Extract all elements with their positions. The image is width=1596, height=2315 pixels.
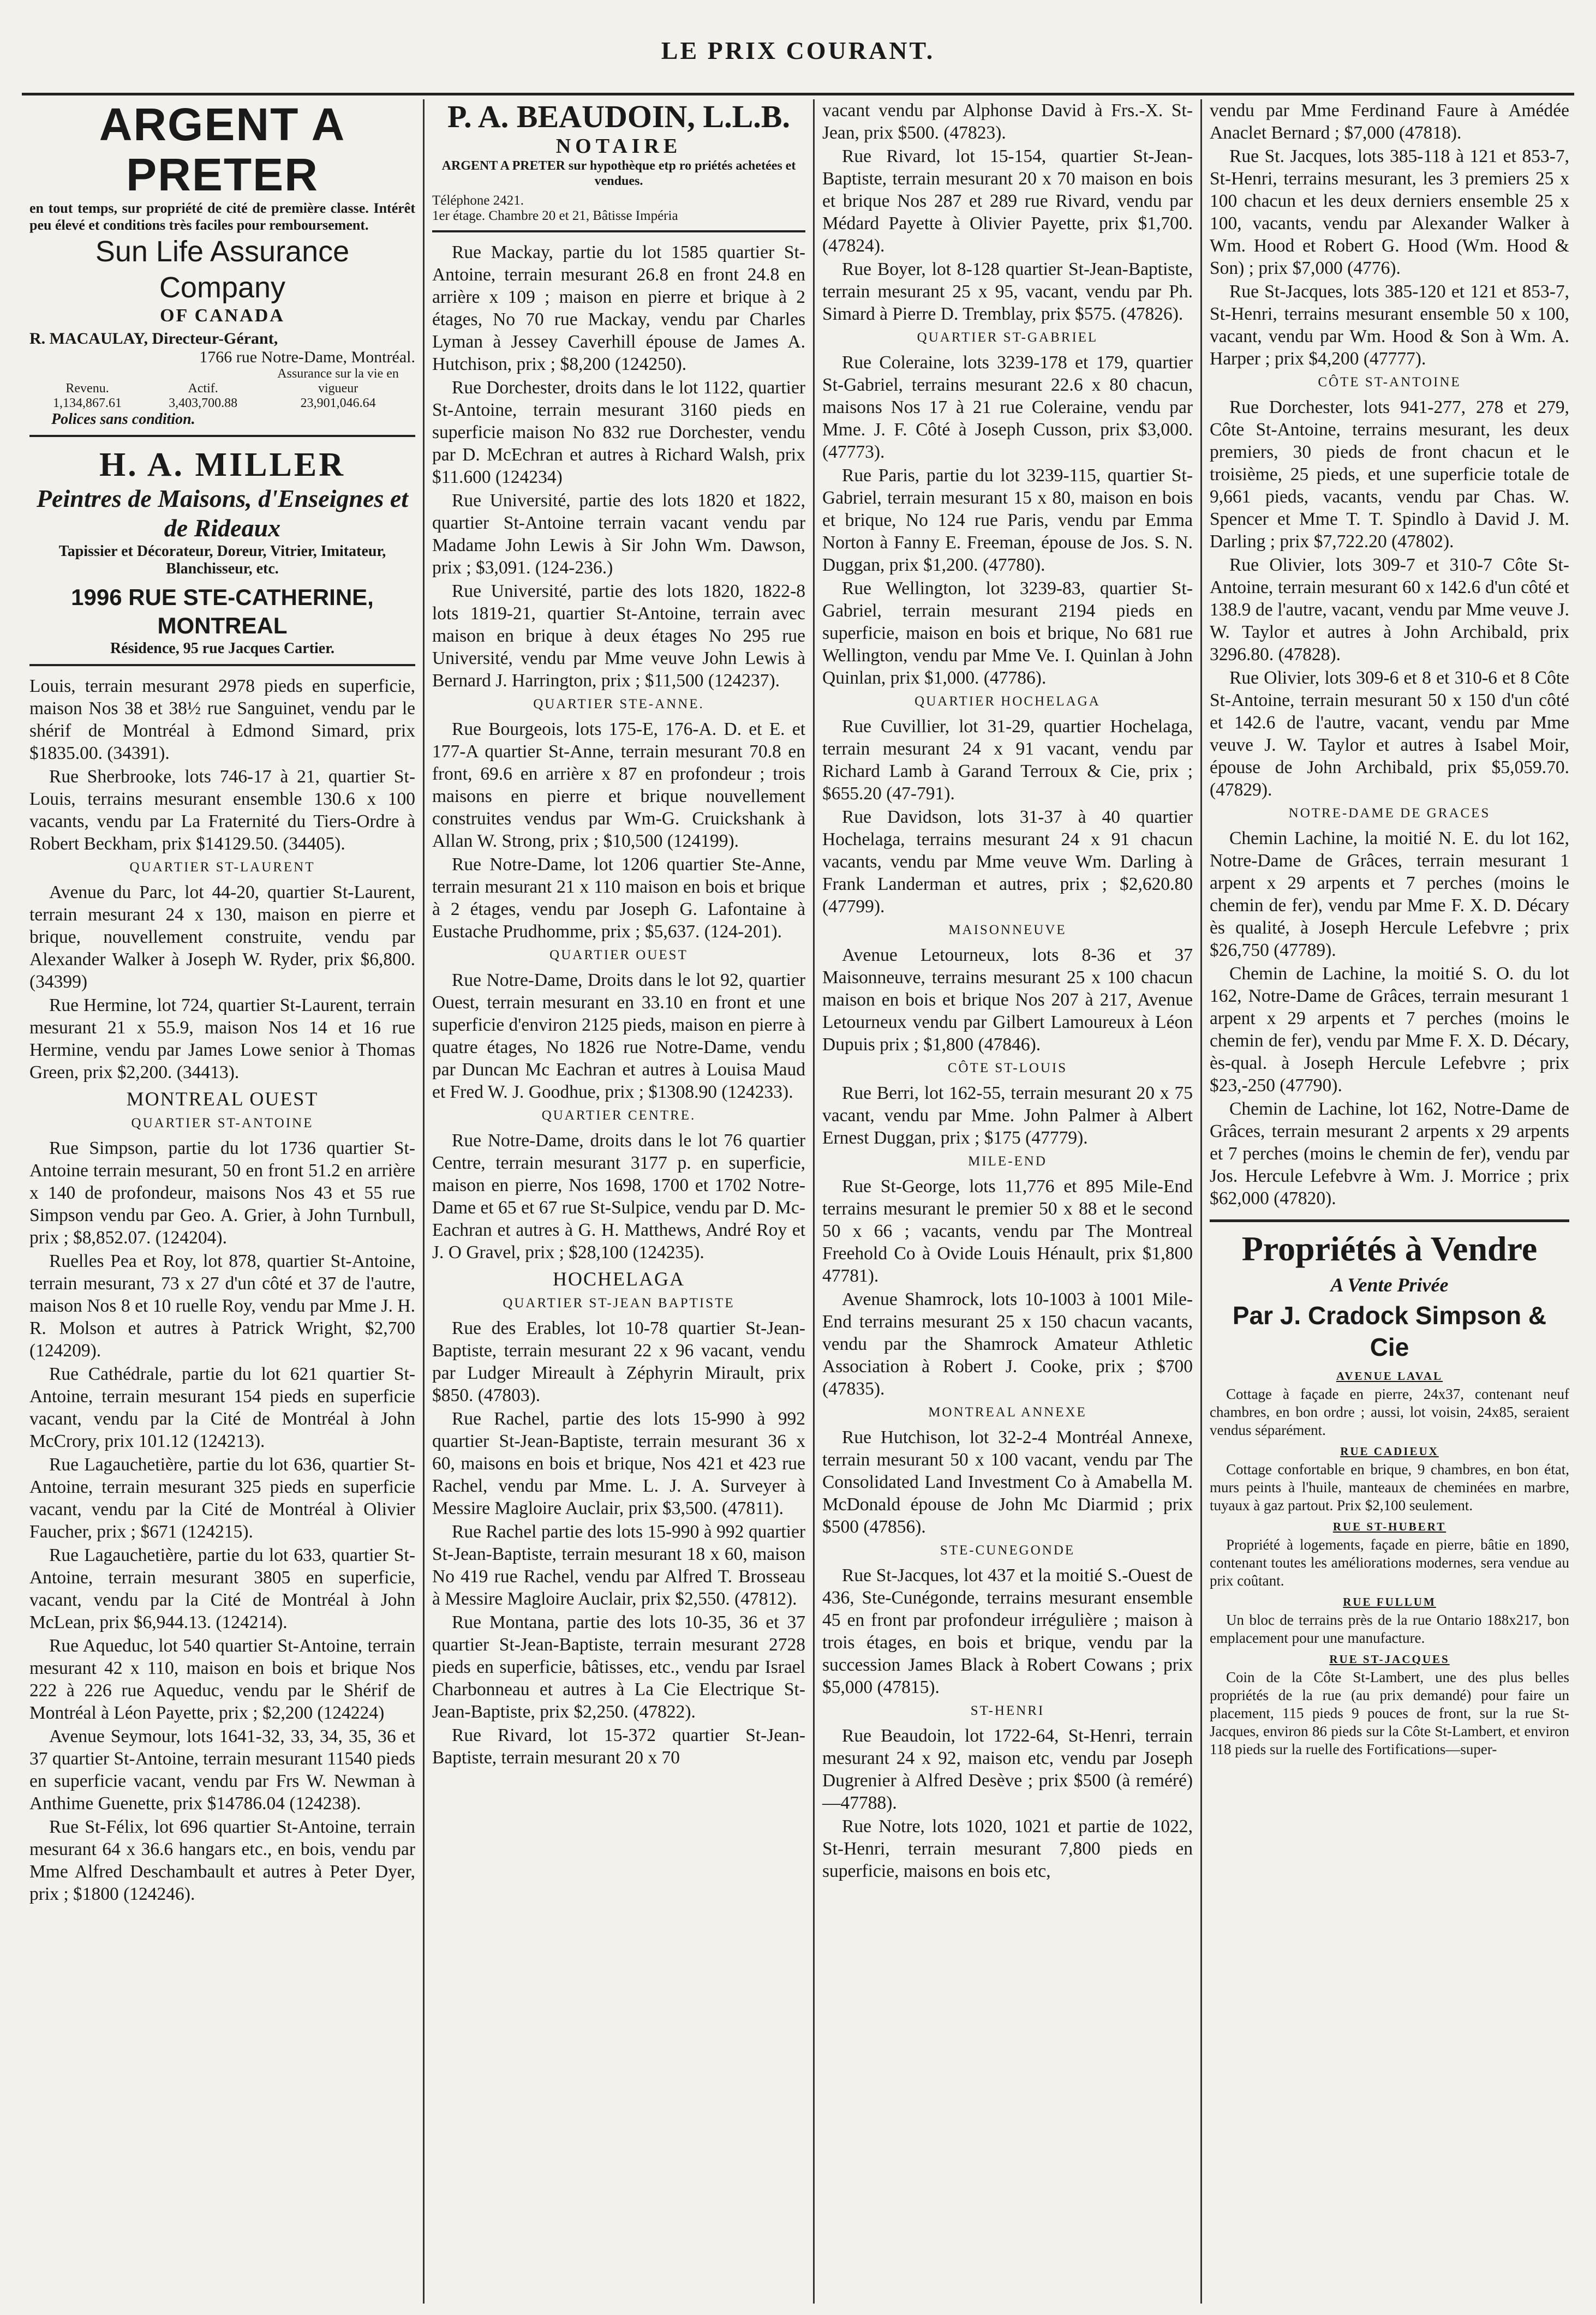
ad-title: P. A. BEAUDOIN, L.L.B.: [447, 99, 790, 134]
section-heading: QUARTIER HOCHELAGA: [914, 694, 1101, 709]
listing: Ruelles Pea et Roy, lot 878, quartier St-Antoine, terrain mesurant, 73 x 27 d'un côté et 37 de l'autre, maison Nos 8 et 10 ruelle Roy, vendu par Mme J. H. R. Molson et autres à Patrick Wright, $2,700 (124209).: [29, 1251, 415, 1361]
listing: Rue Olivier, lots 309-7 et 310-7 Côte St-Antoine, terrain mesurant 60 x 142.6 d'un côté et 138.9 de l'autre, vacant, vendu par Mme veuve J. W. Taylor et autres à John Archibald, prix 3296.80. (47828).: [1210, 555, 1569, 665]
property-text: Un bloc de terrains près de la rue Ontario 188x217, bon emplacement pour une manufacture.: [1210, 1612, 1569, 1646]
listing: Rue Hermine, lot 724, quartier St-Laurent, terrain mesurant 21 x 55.9, maison Nos 14 et 16 rue Hermine, vendu par James Lowe senior à Thomas Green, prix $2,200. (34413).: [29, 995, 415, 1082]
listing: Rue Université, partie des lots 1820 et 1822, quartier St-Antoine terrain vacant vendu par Madame John Lewis à Sir John Wm. Dawson, prix ; $3,091. (124-236.): [432, 490, 805, 578]
listing: Rue Davidson, lots 31-37 à 40 quartier Hochelaga, terrains mesurant 24 x 91 chacun vacants, vendu par Mme veuve Wm. Darling à Frank Landerman et autres, prix ; $2,620.80 (47799).: [822, 807, 1193, 917]
listing: Rue Coleraine, lots 3239-178 et 179, quartier St-Gabriel, terrains mesurant 22.6 x 80 chacun, maisons Nos 17 à 21 rue Coleraine, vendu par Mme. J. F. Côté à Joseph Cusson, prix $3,000. (47773).: [822, 352, 1193, 462]
listing: Rue Université, partie des lots 1820, 1822-8 lots 1819-21, quartier St-Antoine, terrain avec maison en brique à deux étages No 295 rue Université, vendu par Mme veuve John Lewis à Bernard J. Harrington, prix ; $11,500 (124237).: [432, 581, 805, 691]
section-subheading: QUARTIER ST-JEAN BAPTISTE: [503, 1296, 735, 1311]
financial-table: [29, 367, 415, 411]
listing: Rue Mackay, partie du lot 1585 quartier St-Antoine, terrain mesurant 26.8 en front 24.8 en arrière x 109 ; maison en pierre et brique à 2 étages, No 70 rue Mackay, vendu par Charles Lyman à Jessey Caverhill épouse de James A. Hutchison, prix ; $8,200 (124250).: [432, 242, 805, 374]
listing: Rue Simpson, partie du lot 1736 quartier St-Antoine terrain mesurant, 50 en front 51.2 en arrière x 140 de profondeur, maisons Nos 43 et 55 rue Simpson vendu par Geo. A. Grier, à John Turnbull, prix ; $8,852.07. (124204).: [29, 1138, 415, 1248]
listing: Rue St-Félix, lot 696 quartier St-Antoine, terrain mesurant 64 x 36.6 hangars etc., en bois, vendu par Mme Alfred Deschambault et autres à Peter Dyer, prix ; $1800 (124246).: [29, 1817, 415, 1904]
section-heading: QUARTIER STE-ANNE.: [533, 697, 704, 711]
listing: Rue Montana, partie des lots 10-35, 36 et 37 quartier St-Jean-Baptiste, terrain mesurant 2728 pieds en superficie, bâtisses, etc., vendu par Israel Charbonneau et autres à La Cie Electrique St-Jean-Baptiste, prix $2,250. (47822).: [432, 1612, 805, 1722]
property-text: Coin de la Côte St-Lambert, une des plus belles propriétés de la rue (au prix demandé) pour faire un placement, 115 pieds 9 pouces de front, sur la rue St-Jacques, environ 86 pieds sur la Côte St-Lambert, et environ 118 pieds sur la ruelle des Fortifications—super-: [1210, 1669, 1569, 1757]
property-heading: RUE FULLUM: [1343, 1595, 1436, 1608]
ad-subtitle: Peintres de Maisons, d'Enseignes et de Rideaux: [36, 484, 409, 542]
property-heading: RUE ST-JACQUES: [1329, 1653, 1450, 1666]
ad-address: 1996 RUE STE-CATHERINE, MONTREAL: [71, 584, 374, 638]
listing: Rue Rivard, lot 15-372 quartier St-Jean-Baptiste, terrain mesurant 20 x 70: [432, 1725, 805, 1768]
listing: Rue Olivier, lots 309-6 et 8 et 310-6 et 8 Côte St-Antoine, terrain mesurant 50 x 150 d'un côté et 142.6 de l'autre, vacant, vendu par Mme veuve J. W. Taylor et autres à Isabel Moir, épouse de John Archibald, prix $5,059.70. (47829).: [1210, 668, 1569, 800]
listing: Rue Cathédrale, partie du lot 621 quartier St-Antoine, terrain mesurant 154 pieds en superficie vacant, vendu par la Cité de Montréal à John McCrory, prix 101.12 (124213).: [29, 1364, 415, 1451]
listing: Avenue Shamrock, lots 10-1003 à 1001 Mile-End terrains mesurant 25 x 150 chacun vacants, vendu par the Shamrock Amateur Athletic Association à Robert J. Cooke, prix ; $700 (47835).: [822, 1289, 1193, 1399]
column-3: [813, 99, 1200, 2304]
ad-proprietes: [1210, 1228, 1569, 1758]
listing: Chemin Lachine, la moitié N. E. du lot 162, Notre-Dame de Grâces, terrain mesurant 1 arpent x 29 arpents et 7 perches (moins le chemin de fer), vendu par Mme F. X. D. Décary ès qualité, à Joseph Hercule Lefebvre ; prix $26,750 (47789).: [1210, 828, 1569, 960]
listing: Chemin de Lachine, la moitié S. O. du lot 162, Notre-Dame de Grâces, terrain mesurant 1 arpent x 29 arpents et 7 perches (moins le chemin de fer), vendu par Mme F. X. D. Décary, ès-qual. à Joseph Hercule Lefebvre ; prix $23,-250 (47790).: [1210, 964, 1569, 1096]
listing: Rue Hutchison, lot 32-2-4 Montréal Annexe, terrain mesurant 50 x 100 vacant, vendu par The Consolidated Land Investment Co à Amabella M. McDonald épouse de John Mc Diarmid ; prix $500 (47856).: [822, 1427, 1193, 1537]
column-2: [423, 99, 813, 2304]
listing: Rue Rachel partie des lots 15-990 à 992 quartier St-Jean-Baptiste, terrain mesurant 18 x 60, maison No 419 rue Rachel, vendu par Alfred T. Brosseau à Messire Magloire Auclair, prix $2,550. (47812).: [432, 1522, 805, 1609]
property-heading: AVENUE LAVAL: [1336, 1369, 1443, 1383]
listing: Rue Wellington, lot 3239-83, quartier St-Gabriel, terrain mesurant 2194 pieds en superficie, maison en bois et brique, No 681 rue Wellington, vendu par Mme Ve. I. Quinlan à John Quinlan, prix $1,000. (47786).: [822, 578, 1193, 688]
ad-phone: Téléphone 2421.: [432, 193, 524, 208]
ad-note: Polices sans condition.: [51, 411, 195, 428]
section-heading: QUARTIER ST-LAURENT: [129, 860, 315, 875]
listing: Rue St-George, lots 11,776 et 895 Mile-End terrains mesurant le premier 50 x 88 et le second 50 x 66 ; vacants, vendu par The Montreal Freehold Co à Ovide Louis Hénault, prix $1,800 47781).: [822, 1176, 1193, 1286]
ad-country: OF CANADA: [160, 306, 285, 326]
listing: Avenue Letourneux, lots 8-36 et 37 Maisonneuve, terrains mesurant 25 x 100 chacun maison en bois et brique Nos 207 à 217, Avenue Letourneux vendu par Gilbert Lamoureux à Léon Dupuis prix ; $1,800 (47846).: [822, 945, 1193, 1055]
listing: Rue Sherbrooke, lots 746-17 à 21, quartier St-Louis, terrains mesurant ensemble 130.6 x 100 vacants, vendu par La Fraternité du Tiers-Ordre à Robert Beckham, prix $14129.50. (34405).: [29, 767, 415, 854]
section-heading: STE-CUNEGONDE: [940, 1543, 1075, 1558]
listing: Rue Paris, partie du lot 3239-115, quartier St-Gabriel, terrain mesurant 15 x 80, maison en bois et brique, No 124 rue Paris, vendu par Emma Norton à Fanny E. Freeman, épouse de Jos. S. N. Duggan, prix $1,200. (47780).: [822, 465, 1193, 575]
fin-header: Revenu.: [65, 381, 109, 396]
ad-beaudoin: [432, 99, 805, 232]
ad-company: Sun Life Assurance Company: [95, 235, 350, 304]
listing: Louis, terrain mesurant 2978 pieds en superficie, maison Nos 38 et 38½ rue Sanguinet, vendu par le shérif de Montréal à Edmond Simard, prix $1835.00. (34391).: [29, 676, 415, 763]
ad-office: 1er étage. Chambre 20 et 21, Bâtisse Impéria: [432, 208, 678, 223]
ad-address: 1766 rue Notre-Dame, Montréal.: [199, 348, 415, 366]
page-header-title: LE PRIX COURANT.: [661, 37, 935, 64]
listing: Avenue Seymour, lots 1641-32, 33, 34, 35, 36 et 37 quartier St-Antoine, terrain mesurant 11540 pieds en superficie vacant, vendu par Frs W. Newman à Anthime Guenette, prix $14786.04 (124238).: [29, 1726, 415, 1814]
ad-text: en tout temps, sur propriété de cité de première classe. Intérêt peu élevé et conditions très faciles pour remboursement.: [29, 200, 415, 233]
section-heading: QUARTIER OUEST: [549, 948, 688, 962]
section-heading: NOTRE-DAME DE GRACES: [1288, 806, 1491, 821]
section-heading: MILE-END: [968, 1154, 1047, 1169]
listing: Rue Notre-Dame, lot 1206 quartier Ste-Anne, terrain mesurant 21 x 110 maison en bois et brique à 2 étages, vendu par Joseph G. Lafontaine à Eustache Prudhomme, prix ; $5,637. (124-201).: [432, 854, 805, 942]
ad-sun-life: [29, 99, 415, 437]
fin-header: Actif.: [188, 381, 218, 396]
listing: Rue des Erables, lot 10-78 quartier St-Jean-Baptiste, terrain mesurant 22 x 96 vacant, vendu par Ludger Mireault à Zéphyrin Mirault, prix $850. (47803).: [432, 1318, 805, 1405]
ad-role: NOTAIRE: [555, 135, 682, 158]
fin-value: 23,901,046.64: [300, 396, 376, 410]
listing: Rue Notre-Dame, droits dans le lot 76 quartier Centre, terrain mesurant 3177 p. en superficie, maison en pierre, Nos 1698, 1700 et 1702 Notre-Dame et 65 et 67 rue St-Sulpice, vendu par D. Mc-Eachran et autres à G. H. Matthews, André Roy et J. O Gravel, prix ; $28,100 (124235).: [432, 1130, 805, 1263]
listing: Rue Rachel, partie des lots 15-990 à 992 quartier St-Jean-Baptiste, terrain mesurant 36 x 60, maisons en bois et brique, Nos 421 et 423 rue Rachel, vendu par Mme. L. J. A. Surveyer à Messire Magloire Auclair, prix $3,500. (47811).: [432, 1409, 805, 1518]
listing: Rue Berri, lot 162-55, terrain mesurant 20 x 75 vacant, vendu par Mme. John Palmer à Albert Ernest Duggan, prix ; $175 (47779).: [822, 1083, 1193, 1148]
ad-text: ARGENT A PRETER sur hypothèque etp ro priétés achetées et vendues.: [441, 159, 796, 188]
listing: Rue Dorchester, droits dans le lot 1122, quartier St-Antoine, terrain mesurant 3160 pieds en superficie maison No 832 rue Dorchester, vendu par D. McEchran et autres à Richard Walsh, prix $11.600 (124234): [432, 378, 805, 487]
listing: Rue Beaudoin, lot 1722-64, St-Henri, terrain mesurant 24 x 92, maison etc, vendu par Joseph Dugrenier à Alfred Desève ; prix $500 (à reméré)—47788).: [822, 1726, 1193, 1813]
section-heading: MONTREAL OUEST: [126, 1088, 319, 1110]
ad-title: H. A. MILLER: [99, 446, 346, 483]
property-heading: RUE CADIEUX: [1340, 1445, 1439, 1458]
ad-trades: Tapissier et Décorateur, Doreur, Vitrier, Imitateur, Blanchisseur, etc.: [58, 543, 386, 577]
column-1: [22, 99, 423, 2304]
property-text: Cottage confortable en brique, 9 chambres, en bon état, murs peints à l'huile, manteaux de cheminées en marbre, tuyaux à gaz partout. Prix $2,100 seulement.: [1210, 1461, 1569, 1514]
section-heading: CÔTE ST-LOUIS: [947, 1061, 1068, 1075]
listing: Rue St. Jacques, lots 385-118 à 121 et 853-7, St-Henri, terrains mesurant, les 3 premiers 25 x 100 chacun et les deux derniers ensemble 25 x 100, vacants, vendu par Alexander Walker à Wm. Hood et Robert G. Hood (Wm. Hood & Son) ; prix $7,000 (4776).: [1210, 146, 1569, 278]
section-heading: ST-HENRI: [970, 1703, 1045, 1718]
ad-subtitle: A Vente Privée: [1330, 1274, 1449, 1296]
listing: Rue St-Jacques, lots 385-120 et 121 et 853-7, St-Henri, terrains mesurant ensemble 50 x 100, vacant, vendu par Wm. Hood & Son à Wm. A. Harper ; prix $4,200 (47777).: [1210, 282, 1569, 369]
property-heading: RUE ST-HUBERT: [1332, 1520, 1446, 1533]
listing: vacant vendu par Alphonse David à Frs.-X. St-Jean, prix $500. (47823).: [822, 100, 1193, 143]
section-heading: QUARTIER ST-GABRIEL: [917, 330, 1098, 345]
section-heading: CÔTE ST-ANTOINE: [1318, 375, 1461, 390]
section-heading: HOCHELAGA: [553, 1268, 685, 1290]
listing: vendu par Mme Ferdinand Faure à Amédée Anaclet Bernard ; $7,000 (47818).: [1210, 100, 1569, 143]
listing: Rue Notre, lots 1020, 1021 et partie de 1022, St-Henri, terrain mesurant 7,800 pieds en superficie, maisons en bois etc,: [822, 1816, 1193, 1881]
listing: Rue Rivard, lot 15-154, quartier St-Jean-Baptiste, terrain mesurant 20 x 70 maison en bois et brique Nos 287 et 289 rue Rivard, vendu par Médard Payette à Olivier Payette, prix $1,700. (47824).: [822, 146, 1193, 256]
section-subheading: QUARTIER ST-ANTOINE: [131, 1116, 314, 1130]
ad-miller: [29, 446, 415, 666]
ad-title: ARGENT A PRETER: [99, 99, 346, 200]
listing: Avenue du Parc, lot 44-20, quartier St-Laurent, terrain mesurant 24 x 130, maison en pierre et brique, nouvellement construite, vendu par Alexander Walker à Joseph W. Ryder, prix $6,800. (34399): [29, 882, 415, 992]
listing: Rue Cuvillier, lot 31-29, quartier Hochelaga, terrain mesurant 24 x 91 vacant, vendu par Richard Lamb à Garand Terroux & Cie, prix ; $655.20 (47-791).: [822, 716, 1193, 804]
fin-value: 3,403,700.88: [169, 396, 238, 410]
section-heading: MAISONNEUVE: [948, 923, 1067, 937]
fin-value: 1,134,867.61: [53, 396, 122, 410]
ad-residence: Résidence, 95 rue Jacques Cartier.: [110, 640, 335, 657]
listing: Rue Bourgeois, lots 175-E, 176-A. D. et E. et 177-A quartier St-Anne, terrain mesurant 70.8 en front, 69.6 en arrière x 87 en profondeur ; trois maisons en pierre et brique nouvellement construites vendus par Wm-G. Cruickshank à Allan W. Strong, prix ; $10,500 (124199).: [432, 719, 805, 851]
header-rule: [22, 93, 1574, 95]
column-4: [1200, 99, 1577, 2304]
property-text: Propriété à logements, façade en pierre, bâtie en 1890, contenant toutes les améliorations modernes, sera vendue au prix coûtant.: [1210, 1536, 1569, 1589]
listing: Rue Aqueduc, lot 540 quartier St-Antoine, terrain mesurant 42 x 110, maison en bois et brique Nos 222 à 226 rue Aqueduc, vendu par le Shérif de Montréal à Léon Payette, prix ; $2,200 (124224): [29, 1636, 415, 1723]
listing: Rue St-Jacques, lot 437 et la moitié S.-Ouest de 436, Ste-Cunégonde, terrains mesurant ensemble 45 en front par profondeur irrégulière ; maison à trois étages, en bois et brique, vendu par la succession James Black à Robert Cowans ; prix $5,000 (47815).: [822, 1565, 1193, 1697]
listing: Rue Lagauchetière, partie du lot 636, quartier St-Antoine, terrain mesurant 325 pieds en superficie vacant, vendu par la Cité de Montréal à Olivier Faucher, prix ; $671 (124215).: [29, 1455, 415, 1542]
property-text: Cottage à façade en pierre, 24x37, contenant neuf chambres, en bon ordre ; aussi, lot voisin, 24x85, seraient vendus séparément.: [1210, 1386, 1569, 1438]
ad-title: Propriétés à Vendre: [1241, 1229, 1538, 1268]
section-rule: [1210, 1219, 1569, 1222]
listing: Rue Dorchester, lots 941-277, 278 et 279, Côte St-Antoine, terrains mesurant, les deux premiers, 30 pieds de front chacun et le troisième, 25 pieds, et une superficie totale de 9,661 pieds, vacants, vendu par Chas. W. Spencer et Mme T. T. Spindlo à David J. M. Darling ; prix $7,722.20 (47802).: [1210, 397, 1569, 552]
listing: Rue Lagauchetière, partie du lot 633, quartier St-Antoine, terrain mesurant 3805 en superficie, vacant, vendu par la Cité de Montréal à John McLean, prix $6,944.13. (124214).: [29, 1545, 415, 1632]
ad-agent: Par J. Cradock Simpson & Cie: [1232, 1301, 1547, 1361]
listing: Rue Notre-Dame, Droits dans le lot 92, quartier Ouest, terrain mesurant en 33.10 en front et une superficie d'environ 2125 pieds, maison en pierre à quatre étages, No 1826 rue Notre-Dame, vendu par Duncan Mc Eachran et autres à Louisa Maud et Fred W. J. Goodhue, prix ; $1308.90 (124233).: [432, 970, 805, 1102]
listing: Rue Boyer, lot 8-128 quartier St-Jean-Baptiste, terrain mesurant 25 x 95, vacant, vendu par Ph. Simard à Pierre D. Tremblay, prix $575. (47826).: [822, 259, 1193, 324]
fin-header: Assurance sur la vie en vigueur: [277, 367, 399, 396]
listing: Chemin de Lachine, lot 162, Notre-Dame de Grâces, terrain mesurant 2 arpents x 29 arpents et 7 perches (moins le chemin de fer), vendu par Jos. Hercule Lefebvre à Wm. J. Morrice ; prix $62,000 (47820).: [1210, 1099, 1569, 1209]
ad-director: R. MACAULAY, Directeur-Gérant,: [29, 330, 278, 348]
section-heading: MONTREAL ANNEXE: [928, 1405, 1087, 1420]
section-heading: QUARTIER CENTRE.: [541, 1108, 696, 1123]
